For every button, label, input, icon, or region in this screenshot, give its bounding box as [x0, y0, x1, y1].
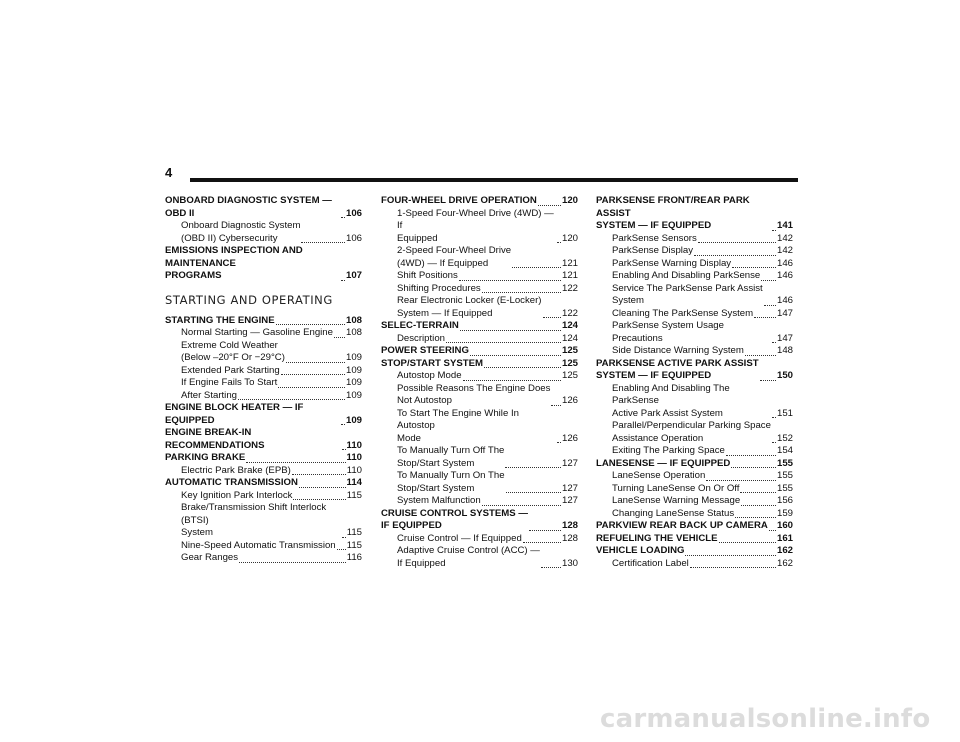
toc-page-number: 162 [776, 557, 793, 569]
toc-entry-title: Onboard Diagnostic System (OBD II) Cybersecurity [181, 220, 301, 244]
dot-leader [484, 367, 561, 368]
dot-leader [505, 467, 561, 468]
toc-entry-sub[interactable] [596, 420, 793, 445]
toc-page-number: 109 [345, 352, 362, 363]
dot-leader [541, 567, 561, 568]
toc-page-number: 124 [561, 332, 578, 344]
toc-entry-main[interactable] [165, 477, 362, 490]
toc-entry-title: PARKSENSE ACTIVE PARK ASSIST SYSTEM — IF EQUIPPED [596, 357, 759, 381]
toc-page-number: 155 [776, 457, 793, 469]
toc-entry-title: Possible Reasons The Engine Does Not Autostop [397, 382, 551, 406]
toc-page-number: 125 [561, 345, 578, 356]
toc-entry-title: After Starting [181, 389, 237, 401]
toc-entry-title: Cruise Control — If Equipped [397, 532, 522, 544]
toc-entry-main[interactable] [596, 458, 793, 471]
toc-entry-main[interactable] [165, 315, 362, 328]
toc-entry-title: To Manually Turn On The Stop/Start System [397, 470, 505, 494]
toc-entry-main[interactable] [596, 520, 793, 533]
dot-leader [551, 405, 561, 406]
toc-entry-sub[interactable] [596, 483, 793, 496]
dot-leader [342, 449, 346, 450]
dot-leader [292, 474, 346, 475]
toc-entry-sub[interactable] [381, 408, 578, 446]
toc-entry-title: Side Distance Warning System [612, 345, 744, 356]
toc-entry-sub[interactable] [596, 258, 793, 271]
dot-leader [769, 530, 776, 531]
toc-entry-sub[interactable] [596, 270, 793, 283]
toc-entry-title: POWER STEERING [381, 345, 469, 356]
toc-entry-main[interactable] [165, 427, 362, 452]
toc-page-number: 124 [561, 320, 578, 331]
toc-entry-title: AUTOMATIC TRANSMISSION [165, 477, 298, 488]
toc-page-number: 121 [561, 257, 578, 269]
dot-leader [276, 324, 345, 325]
dot-leader [341, 424, 345, 425]
toc-page-number: 130 [561, 557, 578, 569]
toc-entry-title: PARKING BRAKE [165, 452, 246, 463]
toc-page-number: 148 [776, 345, 793, 356]
toc-entry-title: VEHICLE LOADING [596, 545, 685, 556]
toc-page-number: 159 [776, 507, 793, 519]
toc-page-number: 110 [346, 452, 362, 463]
toc-entry-sub[interactable] [165, 390, 362, 403]
toc-entry-sub[interactable] [381, 533, 578, 546]
toc-entry-title: FOUR-WHEEL DRIVE OPERATION [381, 195, 537, 206]
toc-entry-title: Shift Positions [397, 270, 458, 281]
toc-entry-main[interactable] [381, 345, 578, 358]
toc-page-number: 126 [561, 395, 578, 406]
dot-leader [341, 280, 345, 281]
toc-entry-title: PARKSENSE FRONT/REAR PARK ASSIST SYSTEM — IF EQUIPPED [596, 195, 750, 231]
toc-column-2 [381, 195, 578, 570]
toc-entry-title: Adaptive Cruise Control (ACC) — If Equipped [397, 545, 540, 569]
dot-leader [719, 542, 776, 543]
toc-entry-sub[interactable] [381, 295, 578, 320]
toc-entry-title: CRUISE CONTROL SYSTEMS — IF EQUIPPED [381, 507, 528, 531]
dot-leader [538, 205, 561, 206]
toc-entry-sub[interactable] [596, 308, 793, 321]
toc-entry-title: ENGINE BLOCK HEATER — IF EQUIPPED [165, 402, 304, 426]
dot-leader [341, 217, 345, 218]
toc-entry-sub[interactable] [381, 495, 578, 508]
toc-page-number: 128 [561, 520, 578, 531]
dot-leader [281, 374, 345, 375]
toc-page-number: 154 [776, 445, 793, 456]
toc-page-number: 109 [345, 364, 362, 376]
toc-entry-title: Extreme Cold Weather (Below –20°F Or −29°C) [181, 339, 285, 363]
toc-page-number: 146 [776, 270, 793, 281]
toc-entry-title: Key Ignition Park Interlock [181, 489, 293, 501]
dot-leader [698, 242, 776, 243]
dot-leader [761, 280, 776, 281]
toc-entry-sub[interactable] [165, 340, 362, 365]
toc-entry-sub[interactable] [165, 220, 362, 245]
toc-entry-sub[interactable] [165, 327, 362, 340]
toc-entry-sub[interactable] [596, 283, 793, 308]
toc-entry-title: REFUELING THE VEHICLE [596, 532, 718, 544]
dot-leader [706, 480, 776, 481]
toc-entry-title: Shifting Procedures [397, 282, 481, 294]
toc-page-number: 110 [346, 464, 362, 476]
dot-leader [238, 399, 345, 400]
toc-entry-sub[interactable] [596, 470, 793, 483]
dot-leader [690, 567, 776, 568]
toc-entry-title: Nine-Speed Automatic Transmission [181, 539, 336, 551]
toc-page-number: 116 [346, 552, 362, 563]
dot-leader [529, 530, 561, 531]
toc-page-number: 120 [561, 232, 578, 244]
toc-page-number: 115 [346, 539, 362, 551]
toc-entry-sub[interactable] [165, 490, 362, 503]
dot-leader [745, 355, 776, 356]
toc-column-3 [596, 195, 793, 570]
toc-page-number: 126 [561, 432, 578, 444]
toc-entry-title: System Malfunction [397, 495, 481, 506]
toc-entry-main[interactable] [381, 358, 578, 371]
toc-entry-title: Brake/Transmission Shift Interlock (BTSI) System [181, 502, 327, 538]
dot-leader [482, 292, 561, 293]
dot-leader [732, 267, 776, 268]
dot-leader [246, 462, 345, 463]
toc-entry-sub[interactable] [596, 383, 793, 421]
toc-entry-title: Certification Label [612, 557, 689, 569]
toc-page-number: 155 [776, 482, 793, 494]
toc-entry-sub[interactable] [596, 245, 793, 258]
toc-entry-title: ONBOARD DIAGNOSTIC SYSTEM — OBD II [165, 195, 332, 219]
toc-page-number: 122 [561, 307, 578, 319]
toc-column-1 [165, 195, 362, 565]
dot-leader [482, 505, 561, 506]
dot-leader [735, 517, 776, 518]
dot-leader [543, 317, 561, 318]
toc-page-number: 125 [561, 370, 578, 381]
toc-page-number: 146 [776, 295, 793, 306]
toc-page-number: 142 [776, 232, 793, 244]
toc-entry-title: Enabling And Disabling The ParkSense Active Park Assist System [612, 382, 730, 419]
toc-entry-main[interactable] [165, 245, 362, 283]
toc-page-number: 115 [346, 489, 362, 501]
toc-entry-main[interactable] [381, 320, 578, 333]
toc-entry-sub[interactable] [165, 502, 362, 540]
toc-page-number: 115 [346, 527, 362, 538]
dot-leader [286, 362, 345, 363]
dot-leader [772, 442, 776, 443]
toc-page-number: 142 [776, 245, 793, 256]
toc-entry-sub[interactable] [381, 333, 578, 346]
toc-page-number: 110 [346, 439, 362, 451]
toc-entry-main[interactable] [596, 545, 793, 558]
toc-entry-main[interactable] [165, 195, 362, 220]
toc-entry-title: Turning LaneSense On Or Off [612, 482, 740, 494]
toc-entry-title: 2-Speed Four-Wheel Drive (4WD) — If Equipped [397, 245, 512, 269]
toc-entry-title: SELEC-TERRAIN [381, 320, 459, 331]
toc-entry-sub[interactable] [596, 495, 793, 508]
toc-entry-main[interactable] [596, 195, 793, 233]
header-rule [190, 178, 798, 182]
toc-entry-title: Electric Park Brake (EPB) [181, 464, 291, 476]
dot-leader [293, 499, 345, 500]
toc-page-number: 107 [345, 270, 362, 281]
toc-page-number: 128 [561, 532, 578, 544]
toc-page-number: 147 [776, 307, 793, 319]
toc-entry-title: Description [397, 332, 445, 344]
toc-entry-title: 1-Speed Four-Wheel Drive (4WD) — If Equipped [397, 207, 554, 244]
toc-entry-title: To Start The Engine While In Autostop Mode [397, 407, 519, 444]
dot-leader [760, 380, 776, 381]
section-heading: STARTING AND OPERATING [165, 292, 333, 307]
toc-entry-sub[interactable] [596, 345, 793, 358]
toc-entry-main[interactable] [596, 533, 793, 546]
dot-leader [278, 387, 345, 388]
toc-entry-sub[interactable] [381, 283, 578, 296]
dot-leader [764, 305, 776, 306]
toc-entry-title: EMISSIONS INSPECTION AND MAINTENANCE PROGRAMS [165, 245, 303, 281]
toc-entry-sub[interactable] [596, 445, 793, 458]
toc-entry-title: ParkSense Warning Display [612, 257, 732, 269]
toc-page-number: 125 [561, 357, 578, 369]
toc-entry-main[interactable] [381, 195, 578, 208]
toc-entry-title: ENGINE BREAK-IN RECOMMENDATIONS [165, 427, 265, 451]
toc-entry-title: STOP/START SYSTEM [381, 357, 483, 369]
toc-entry-sub[interactable] [596, 233, 793, 246]
dot-leader [446, 342, 561, 343]
toc-entry-title: Rear Electronic Locker (E-Locker) System — If Equipped [397, 295, 542, 319]
toc-entry-sub[interactable] [596, 320, 793, 345]
toc-page-number: 108 [345, 314, 362, 326]
toc-page-number: 147 [776, 332, 793, 344]
dot-leader [772, 342, 776, 343]
dot-leader [754, 317, 776, 318]
toc-entry-title: Autostop Mode [397, 370, 462, 381]
toc-entry-sub[interactable] [381, 208, 578, 246]
toc-page-number: 152 [776, 432, 793, 444]
toc-page-number: 106 [345, 232, 362, 244]
toc-page-number: 121 [561, 270, 578, 281]
toc-page-number: 106 [345, 207, 362, 219]
toc-entry-title: ParkSense System Usage Precautions [612, 320, 724, 344]
toc-entry-title: Normal Starting — Gasoline Engine [181, 327, 333, 338]
toc-entry-title: To Manually Turn Off The Stop/Start System [397, 445, 505, 469]
toc-entry-main[interactable] [381, 508, 578, 533]
toc-entry-sub[interactable] [165, 540, 362, 553]
toc-entry-title: LANESENSE — IF EQUIPPED [596, 457, 731, 469]
toc-entry-sub[interactable] [596, 508, 793, 521]
toc-page-number: 160 [776, 520, 793, 531]
toc-entry-title: LaneSense Operation [612, 470, 706, 481]
dot-leader [726, 455, 776, 456]
toc-page-number: 151 [776, 407, 793, 419]
toc-entry-title: Enabling And Disabling ParkSense [612, 270, 761, 281]
toc-page-number: 120 [561, 195, 578, 206]
dot-leader [299, 487, 346, 488]
toc-page-number: 141 [776, 220, 793, 231]
dot-leader [506, 492, 561, 493]
toc-entry-sub[interactable] [165, 365, 362, 378]
toc-page-number: 127 [561, 457, 578, 469]
dot-leader [741, 505, 776, 506]
toc-page-number: 122 [561, 282, 578, 294]
toc-page-number: 109 [345, 414, 362, 426]
toc-entry-sub[interactable] [381, 470, 578, 495]
toc-page-number: 146 [776, 257, 793, 269]
dot-leader [239, 562, 346, 563]
toc-entry-sub[interactable] [596, 558, 793, 571]
toc-entry-title: Exiting The Parking Space [612, 445, 725, 456]
toc-entry-sub[interactable] [381, 245, 578, 270]
watermark-text: carmanualsonline.info [600, 704, 931, 734]
dot-leader [772, 230, 776, 231]
toc-entry-title: Parallel/Perpendicular Parking Space Assistance Operation [612, 420, 771, 444]
dot-leader [731, 467, 776, 468]
dot-leader [337, 549, 346, 550]
dot-leader [557, 242, 561, 243]
toc-page-number: 127 [561, 495, 578, 506]
toc-entry-title: Changing LaneSense Status [612, 507, 735, 519]
toc-entry-title: ParkSense Display [612, 245, 694, 256]
toc-page-number: 155 [776, 470, 793, 481]
dot-leader [470, 355, 561, 356]
toc-entry-title: If Engine Fails To Start [181, 377, 278, 388]
toc-entry-main[interactable] [165, 402, 362, 427]
toc-entry-title: STARTING THE ENGINE [165, 314, 275, 326]
toc-entry-sub[interactable] [165, 552, 362, 565]
dot-leader [512, 267, 561, 268]
toc-entry-main[interactable] [165, 452, 362, 465]
dot-leader [523, 542, 561, 543]
toc-page-number: 108 [345, 327, 362, 338]
toc-entry-sub[interactable] [381, 370, 578, 383]
toc-entry-sub[interactable] [165, 465, 362, 478]
toc-entry-title: PARKVIEW REAR BACK UP CAMERA [596, 520, 768, 531]
toc-page-number: 161 [776, 532, 793, 544]
dot-leader [740, 492, 776, 493]
toc-entry-title: ParkSense Sensors [612, 232, 697, 244]
dot-leader [459, 280, 561, 281]
toc-entry-title: Cleaning The ParkSense System [612, 307, 754, 319]
toc-entry-title: Gear Ranges [181, 552, 239, 563]
toc-entry-title: Service The ParkSense Park Assist System [612, 282, 763, 306]
toc-entry-sub[interactable] [381, 445, 578, 470]
dot-leader [463, 380, 561, 381]
toc-entry-sub[interactable] [165, 377, 362, 390]
toc-entry-sub[interactable] [381, 545, 578, 570]
toc-page-number: 156 [776, 495, 793, 506]
toc-page-number: 150 [776, 370, 793, 381]
dot-leader [460, 330, 561, 331]
toc-entry-title: Extended Park Starting [181, 364, 280, 376]
toc-page-number: 109 [345, 377, 362, 388]
toc-page-number: 162 [776, 545, 793, 556]
dot-leader [301, 242, 345, 243]
toc-entry-main[interactable] [596, 358, 793, 383]
toc-entry-sub[interactable] [381, 270, 578, 283]
page-number: 4 [165, 165, 173, 180]
dot-leader [557, 442, 561, 443]
toc-page-number: 114 [346, 477, 362, 488]
dot-leader [685, 555, 776, 556]
toc-entry-title: LaneSense Warning Message [612, 495, 741, 506]
dot-leader [694, 255, 776, 256]
toc-page-number: 127 [561, 482, 578, 494]
toc-entry-sub[interactable] [381, 383, 578, 408]
dot-leader [342, 537, 346, 538]
toc-page-number: 109 [345, 389, 362, 401]
dot-leader [772, 417, 776, 418]
dot-leader [334, 337, 345, 338]
